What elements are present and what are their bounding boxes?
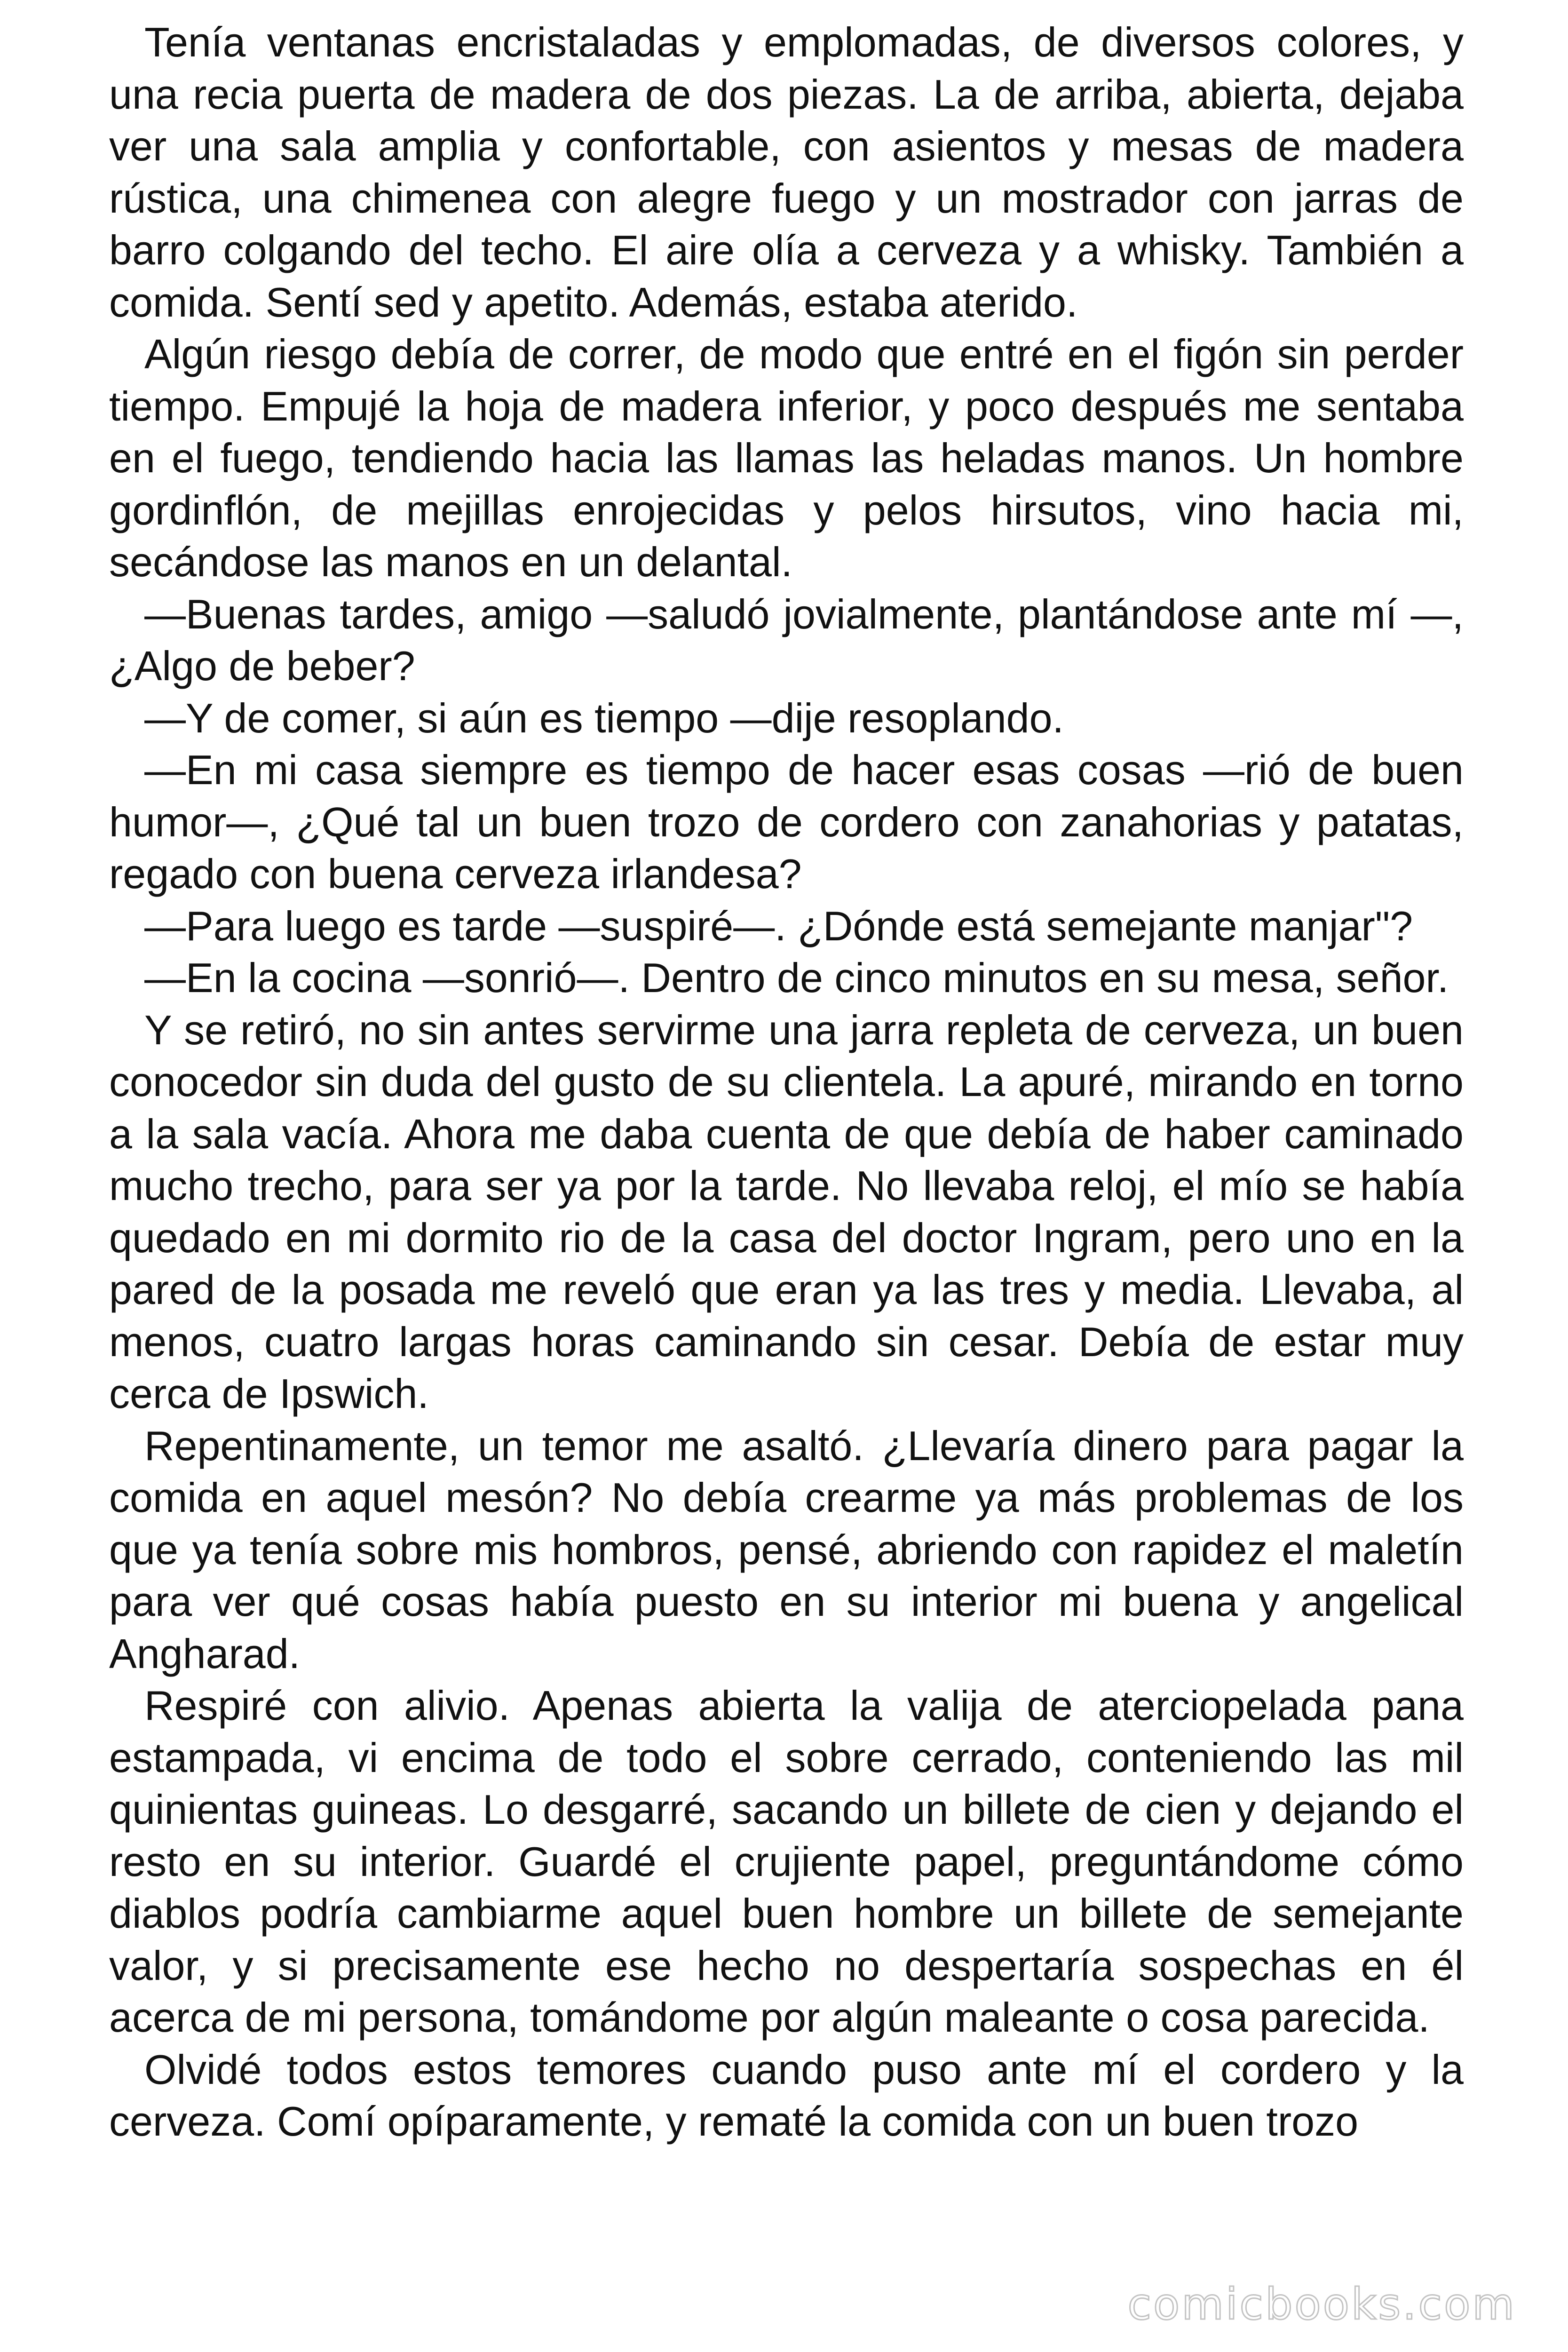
paragraph: —Buenas tardes, amigo —saludó jovialmente, plantándose ante mí —, ¿Algo de beber?	[109, 590, 1464, 689]
paragraph: Tenía ventanas encristaladas y emplomadas, de diversos colores, y una recia puerta de madera de dos piezas. La de arriba, abierta, dejaba ver una sala amplia y confortable, con asientos y mesas de madera rústica, una chimenea con alegre fuego y un mostrador con jarras de barro colgando del techo. El aire olía a cerveza y a whisky. También a comida. Sentí sed y apetito. Además, estaba aterido.	[109, 19, 1464, 326]
paragraph: —Y de comer, si aún es tiempo —dije resoplando.	[144, 694, 1064, 741]
paragraph: Olvidé todos estos temores cuando puso ante mí el cordero y la cerveza. Comí opíparamente, y rematé la comida con un buen trozo	[109, 2046, 1464, 2145]
paragraph: —En la cocina —sonrió—. Dentro de cinco minutos en su mesa, señor.	[144, 954, 1449, 1001]
paragraph: Respiré con alivio. Apenas abierta la valija de aterciopelada pana estampada, vi encima de todo el sobre cerrado, conteniendo las mil quinientas guineas. Lo desgarré, sacando un billete de cien y dejando el resto en su interior. Guardé el crujiente papel, preguntándome cómo diablos podría cambiarme aquel buen hombre un billete de semejante valor, y si precisamente ese hecho no despertaría sospechas en él acerca de mi persona, tomándome por algún maleante o cosa parecida.	[109, 1682, 1464, 2041]
paragraph: —Para luego es tarde —suspiré—. ¿Dónde está semejante manjar"?	[144, 902, 1413, 949]
body-text	[109, 16, 1464, 2148]
paragraph: Algún riesgo debía de correr, de modo que entré en el figón sin perder tiempo. Empujé la hoja de madera inferior, y poco después me sentaba en el fuego, tendiendo hacia las llamas las heladas manos. Un hombre gordinflón, de mejillas enrojecidas y pelos hirsutos, vino hacia mi, secándose las manos en un delantal.	[109, 331, 1464, 585]
paragraph: —En mi casa siempre es tiempo de hacer esas cosas —rió de buen humor—, ¿Qué tal un buen trozo de cordero con zanahorias y patatas, regado con buena cerveza irlandesa?	[109, 747, 1464, 897]
paragraph: Y se retiró, no sin antes servirme una jarra repleta de cerveza, un buen conocedor sin duda del gusto de su clientela. La apuré, mirando en torno a la sala vacía. Ahora me daba cuenta de que debía de haber caminado mucho trecho, para ser ya por la tarde. No llevaba reloj, el mío se había quedado en mi dormito rio de la casa del doctor Ingram, pero uno en la pared de la posada me reveló que eran ya las tres y media. Llevaba, al menos, cuatro largas horas caminando sin cesar. Debía de estar muy cerca de Ipswich.	[109, 1006, 1464, 1417]
paragraph: Repentinamente, un temor me asaltó. ¿Llevaría dinero para pagar la comida en aquel mesón? No debía crearme ya más problemas de los que ya tenía sobre mis hombros, pensé, abriendo con rapidez el maletín para ver qué cosas había puesto en su interior mi buena y angelical Angharad.	[109, 1422, 1464, 1677]
watermark: comicbooks.com	[1127, 2279, 1516, 2329]
